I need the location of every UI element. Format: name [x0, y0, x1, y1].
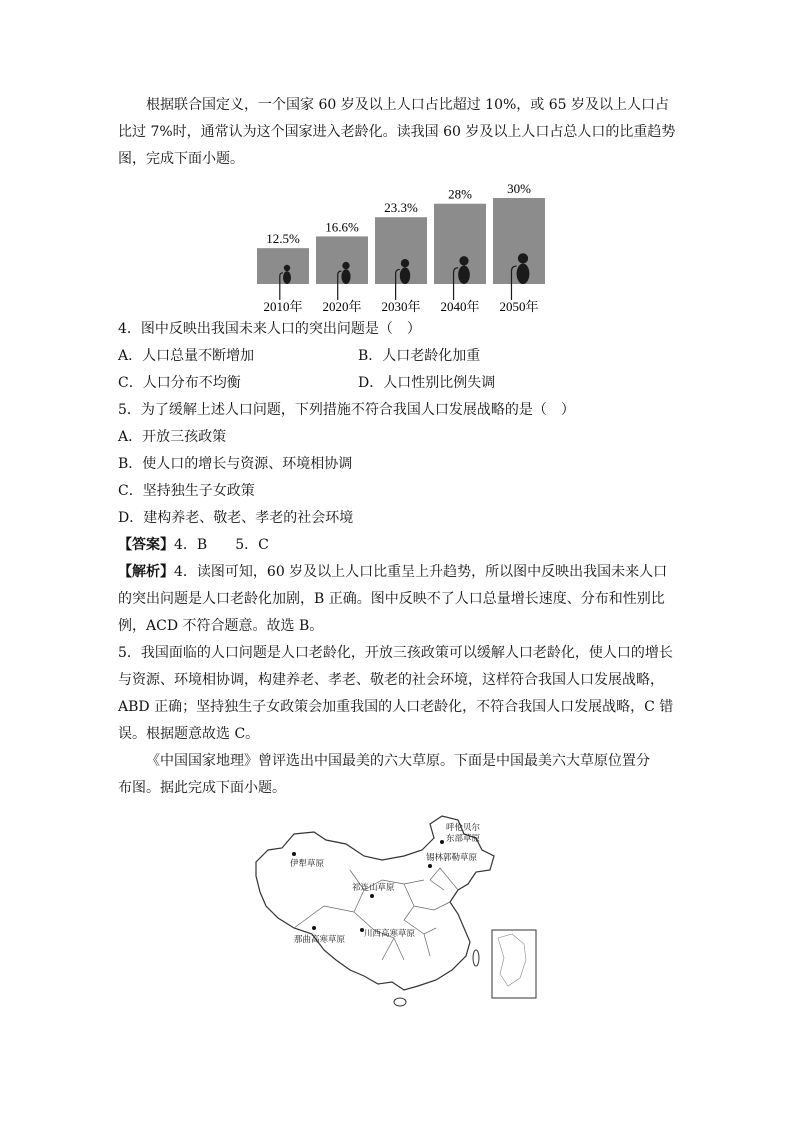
analysis-line-5: 与资源、环境相协调，构建养老、孝老、敬老的社会环境，这样符合我国人口发展战略，	[118, 672, 664, 688]
category-label: 2030年	[381, 299, 421, 314]
q4-options-row-1	[118, 343, 678, 370]
data-label: 16.6%	[325, 219, 359, 235]
answer-line	[118, 532, 678, 559]
elderly-figure-icon	[341, 269, 350, 284]
analysis-line-6: ABD 正确；坚持独生子女政策会加重我国的人口老龄化，不符合我国人口发展战略，C 错	[118, 699, 674, 715]
data-label: 30%	[507, 181, 531, 196]
q4-option-d: D．人口性别比例失调	[358, 375, 496, 391]
q5-option-d: D．建构养老、敬老、孝老的社会环境	[118, 510, 354, 526]
label-yili: 伊犁草原	[290, 859, 325, 869]
answer-text: 4．B 5．C	[174, 537, 269, 553]
label-chuanxi: 川西高寒草原	[364, 929, 416, 939]
elderly-figure-icon	[518, 253, 528, 263]
q4-stem: 4．图中反映出我国未来人口的突出问题是（ ）	[118, 321, 421, 337]
marker-qilian	[370, 894, 374, 898]
hainan-island	[394, 998, 406, 1006]
elderly-figure-icon	[458, 265, 470, 284]
analysis-line-7: 误。根据题意故选 C。	[118, 726, 260, 742]
q5-option-b: B．使人口的增长与资源、环境相协调	[118, 456, 353, 472]
category-label: 2040年	[440, 299, 480, 314]
grassland-map	[254, 810, 554, 1010]
elderly-figure-icon	[517, 264, 530, 284]
marker-yili	[292, 852, 296, 856]
aging-trend-chart	[251, 181, 551, 316]
label-hulunbuir-1: 呼伦贝尔	[446, 823, 481, 833]
q4-option-c: C．人口分布不均衡	[118, 375, 241, 391]
elderly-figure-icon	[342, 262, 349, 269]
category-label: 2020年	[322, 299, 362, 314]
marker-hulunbuir	[440, 840, 444, 844]
analysis-line-4: 5．我国面临的人口问题是人口老龄化，开放三孩政策可以缓解人口老龄化，使人口的增长	[118, 645, 673, 661]
analysis-line-3: 例，ACD 不符合题意。故选 B。	[118, 618, 324, 634]
analysis-tag: 【解析】	[118, 564, 174, 580]
data-label: 23.3%	[384, 200, 418, 216]
document-page	[118, 92, 678, 1010]
elderly-figure-icon	[400, 267, 410, 284]
answer-tag: 【答案】	[118, 537, 174, 553]
label-hulunbuir-2: 东部草原	[446, 834, 481, 844]
elderly-figure-icon	[284, 265, 290, 271]
elderly-figure-icon	[401, 259, 409, 267]
data-label: 12.5%	[266, 231, 300, 247]
q4-option-a: A．人口总量不断增加	[118, 348, 255, 364]
data-label: 28%	[448, 186, 472, 202]
q5-stem: 5．为了缓解上述人口问题，下列措施不符合我国人口发展战略的是（ ）	[118, 402, 575, 418]
intro-paragraph-2-line-2: 布图。据此完成下面小题。	[118, 780, 286, 796]
china-map-svg	[254, 810, 554, 1010]
label-xilingol: 锡林郭勒草原	[426, 853, 478, 863]
intro-paragraph-2-line-1: 《中国国家地理》曾评选出中国最美的六大草原。下面是中国最美六大草原位置分	[146, 753, 650, 769]
q5-option-c: C．坚持独生子女政策	[118, 483, 255, 499]
intro-paragraph-1-line-1: 根据联合国定义，一个国家 60 岁及以上人口占比超过 10%，或 65 岁及以上人口占	[146, 97, 669, 113]
elderly-figure-icon	[459, 256, 468, 265]
q4-option-b: B．人口老龄化加重	[358, 348, 481, 364]
taiwan-island	[473, 950, 479, 966]
intro-paragraph-1-line-2: 比过 7%时，通常认为这个国家进入老龄化。读我国 60 岁及以上人口占总人口的比重趋势	[118, 124, 676, 140]
intro-paragraph-1-line-3: 图，完成下面小题。	[118, 151, 244, 167]
province-lines	[294, 868, 458, 960]
marker-xilingol	[428, 864, 432, 868]
marker-naqu	[312, 926, 316, 930]
bar-chart-svg	[251, 181, 551, 316]
analysis-line-1	[118, 559, 678, 586]
label-naqu: 那曲高寒草原	[294, 935, 346, 945]
analysis-line-2: 的突出问题是人口老龄化加剧，B 正确。图中反映不了人口总量增长速度、分布和性别比	[118, 591, 665, 607]
elderly-figure-icon	[283, 271, 291, 284]
label-qilian: 祁连山草原	[352, 883, 395, 893]
category-label: 2010年	[263, 299, 303, 314]
category-label: 2050年	[499, 299, 539, 314]
q5-option-a: A．开放三孩政策	[118, 429, 227, 445]
analysis-text-1: 4．读图可知，60 岁及以上人口比重呈上升趋势，所以图中反映出我国未来人口	[174, 564, 668, 580]
bar-2010年	[257, 248, 309, 284]
q4-options-row-2	[118, 370, 678, 397]
